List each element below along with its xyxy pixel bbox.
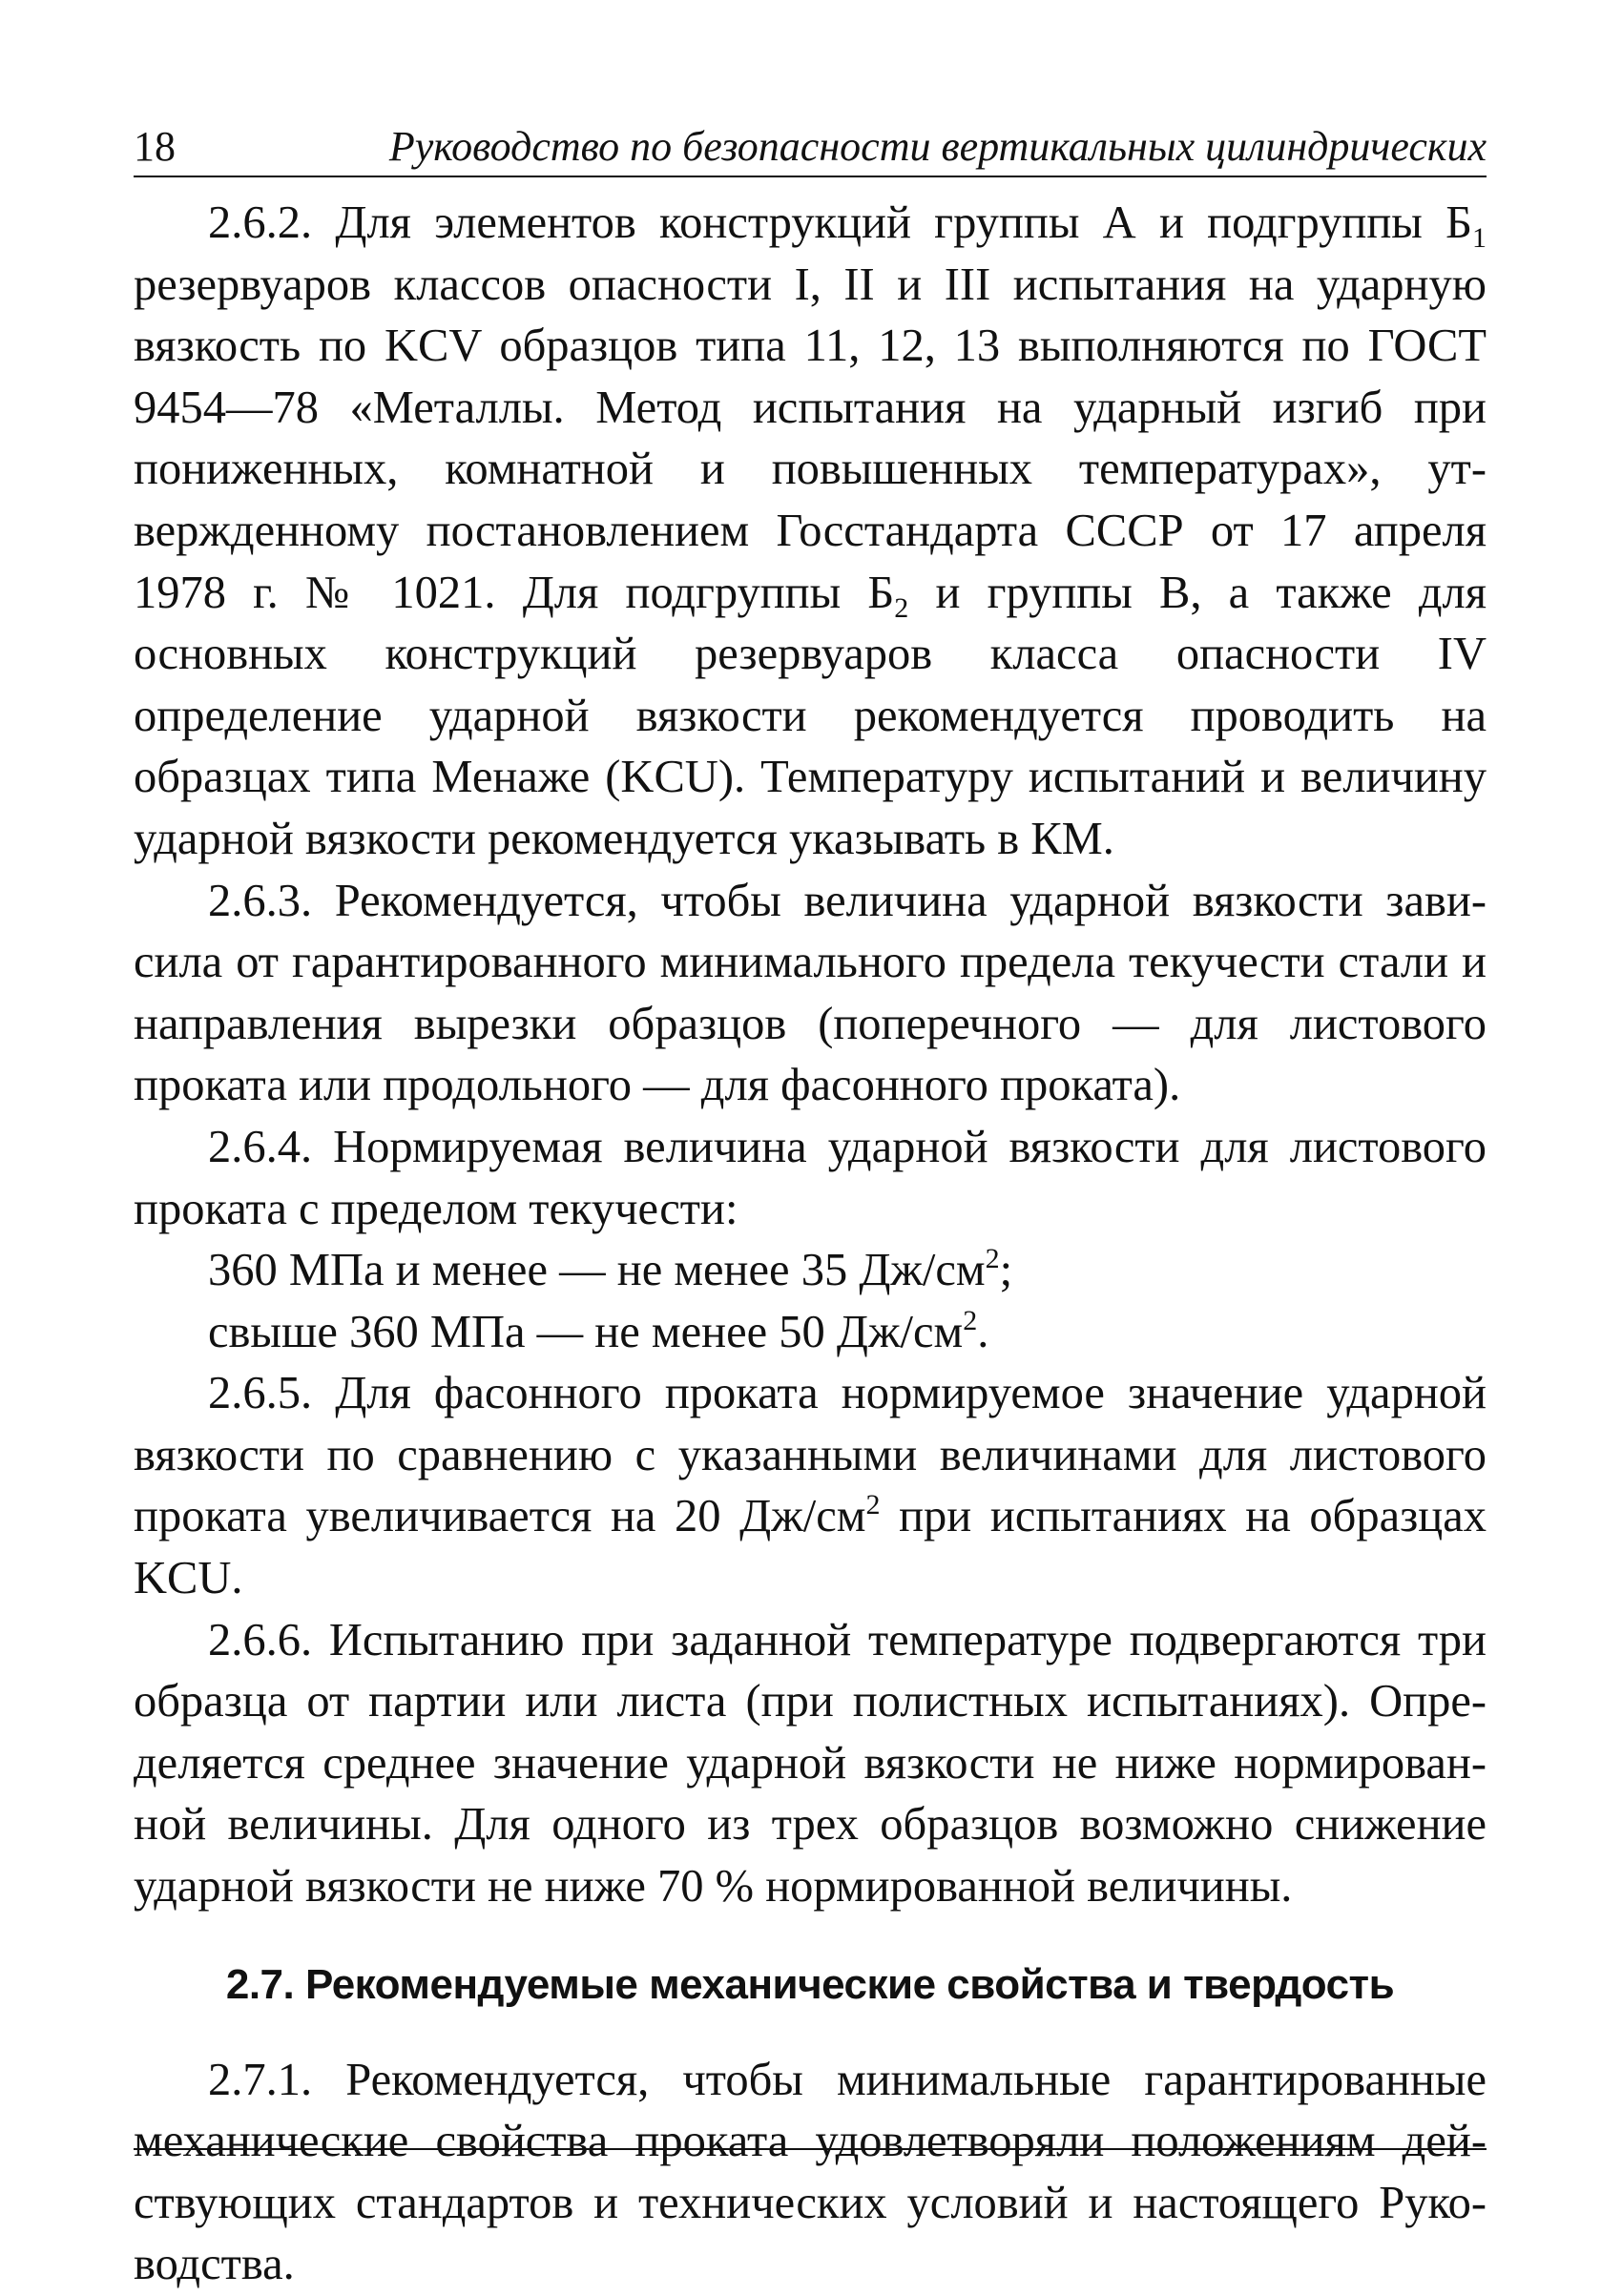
page-number: 18	[134, 123, 176, 170]
bottom-rule	[134, 2148, 1487, 2150]
superscript-2: 2	[865, 1489, 881, 1521]
running-title: Руководство по безопасности вертикальных цилиндрических	[388, 123, 1487, 170]
requirement-line-2-text: свыше 360 МПа — не менее 50 Дж/см	[208, 1306, 964, 1357]
requirement-line-2-end: .	[977, 1306, 989, 1357]
paragraph-2-6-2	[134, 193, 1487, 871]
superscript-2: 2	[985, 1243, 1000, 1275]
subscript-b2: 2	[894, 591, 909, 624]
paragraph-2-6-4: 2.6.4. Нормируемая величина ударной вязкости для листового проката с пределом текучести:	[134, 1121, 1487, 1234]
subscript-b1: 1	[1472, 222, 1487, 254]
paragraph-2-6-5-part-a: 2.6.5. Для фасонного проката нормируемое значение ударной вязкости по сравнению с указанными величинами для листового проката увеличивается на 20 Дж/см	[134, 1368, 1487, 1542]
section-heading: 2.7. Рекомендуемые механические свойства и твердость	[225, 1960, 1395, 2008]
paragraph-2-6-5-part-b: при испытаниях на образцах KCU.	[134, 1491, 1487, 1604]
paragraph-2-6-6: 2.6.6. Испытанию при заданной температуре подвергаются три образца от партии или листа (при полистных испытаниях). Определяется среднее значение ударной вязкости не ниже нормированной величины. Для одного из трех образцов возможно снижение ударной вязкости не ниже 70 % нормированной величины.	[134, 1614, 1487, 1913]
requirement-line-1-end: ;	[999, 1245, 1013, 1296]
requirement-line-2	[134, 1302, 1487, 1364]
paragraph-2-6-5	[134, 1363, 1487, 1609]
paragraph-2-6-2-part-b: резервуаров классов опасности I, II и III испытания на ударную вязкость по KCV образцов типа 11, 12, 13 выполняются по ГОСТ 9454—78 «Металлы. Метод испытания на ударный изгиб при пониженных, комнатной и повышенных температурах», утвержденному постановлением Госстандарта СССР от 17 апреля 1978 г. № 1021. Для подгруппы Б	[134, 259, 1487, 618]
running-header	[134, 122, 1487, 177]
requirement-line-1	[134, 1240, 1487, 1302]
paragraph-2-6-3: 2.6.3. Рекомендуется, чтобы величина ударной вязкости зависила от гарантированного минимального предела текучести стали и направления вырезки образцов (поперечного — для листового проката или продольного — для фасонного проката).	[134, 875, 1487, 1111]
paragraph-2-6-2-part-c: и группы В, а также для основных конструкций резервуаров класса опасности IV определение ударной вязкости рекомендуется проводить на образцах типа Менаже (KCU). Температуру испытаний и величину ударной вязкости рекомендуется указывать в КМ.	[134, 567, 1487, 864]
paragraph-2-7-1: 2.7.1. Рекомендуется, чтобы минимальные гарантированные механические свойства проката удовлетворяли положениям действующих стандартов и технических условий и настоящего Руководства.	[134, 2054, 1487, 2290]
paragraph-2-6-2-part-a: 2.6.2. Для элементов конструкций группы А и подгруппы Б	[208, 197, 1472, 248]
superscript-2: 2	[963, 1304, 978, 1336]
requirement-line-1-text: 360 МПа и менее — не менее 35 Дж/см	[208, 1245, 986, 1296]
body-text	[134, 193, 1487, 2296]
document-page	[134, 122, 1487, 2296]
